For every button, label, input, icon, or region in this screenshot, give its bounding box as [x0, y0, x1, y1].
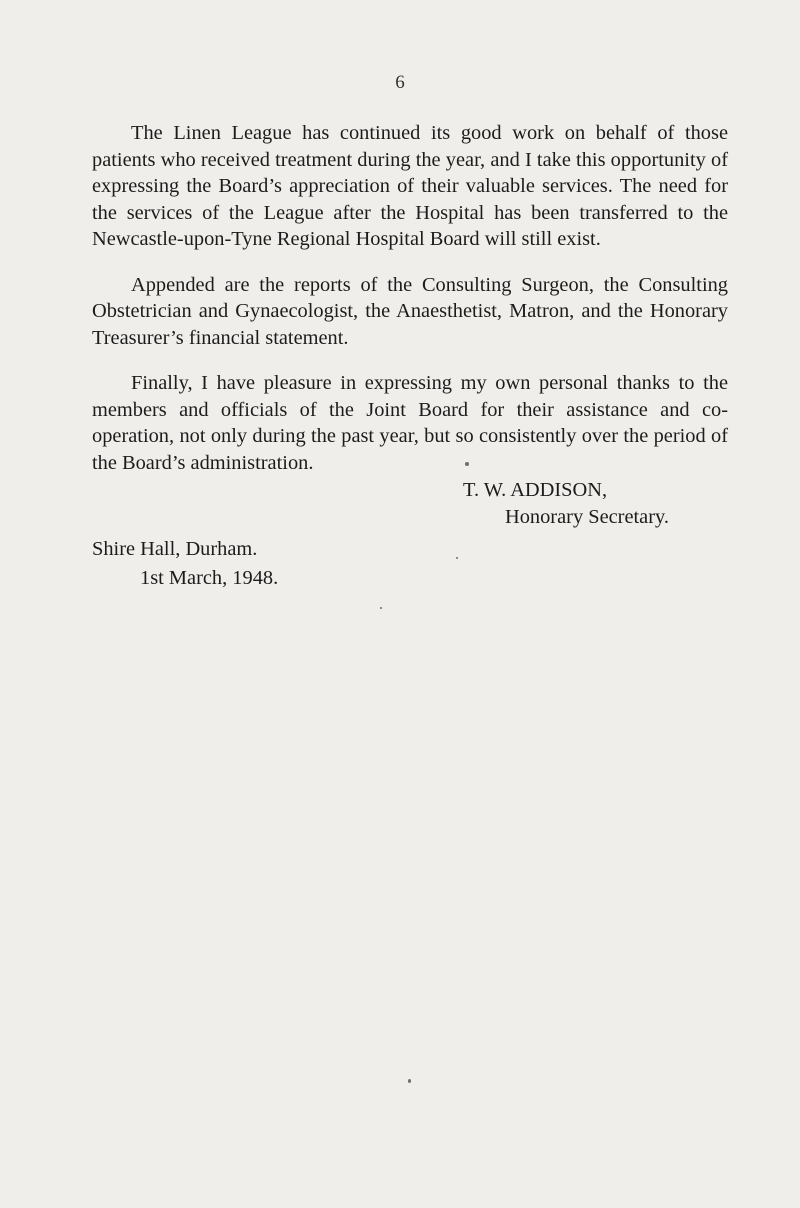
signatory-title: Honorary Secretary.	[505, 505, 669, 528]
paper-speck	[465, 462, 469, 466]
paper-speck	[456, 557, 458, 559]
date-line: 1st March, 1948.	[140, 567, 279, 589]
page-number: 6	[395, 72, 405, 93]
paragraph-thanks: Finally, I have pleasure in expressing my own personal thanks to the members and officials of the Joint Board for their assistance and co-operation, not only during the past year, but so consistently over the period of the Board’s administration.	[92, 372, 728, 474]
letter-body	[92, 120, 728, 495]
paragraph-linen-league: The Linen League has continued its good work on behalf of those patients who received treatment during the year, and I take this opportunity of expressing the Board’s appreciation of their valuable services. The need for the services of the League after the Hospital has been transferred to the Newcastle-upon-Tyne Regional Hospital Board will still exist.	[92, 122, 728, 250]
paper-speck	[380, 607, 382, 609]
place-date-block	[92, 535, 278, 593]
signatory-name: T. W. ADDISON,	[463, 479, 608, 501]
paper-speck	[408, 1079, 411, 1083]
paragraph-appended-reports: Appended are the reports of the Consulting Surgeon, the Consulting Obstetrician and Gynaecologist, the Anaesthetist, Matron, and the Honorary Treasurer’s financial statement.	[92, 273, 728, 349]
signature-block	[463, 477, 669, 530]
place-line: Shire Hall, Durham.	[92, 538, 258, 560]
